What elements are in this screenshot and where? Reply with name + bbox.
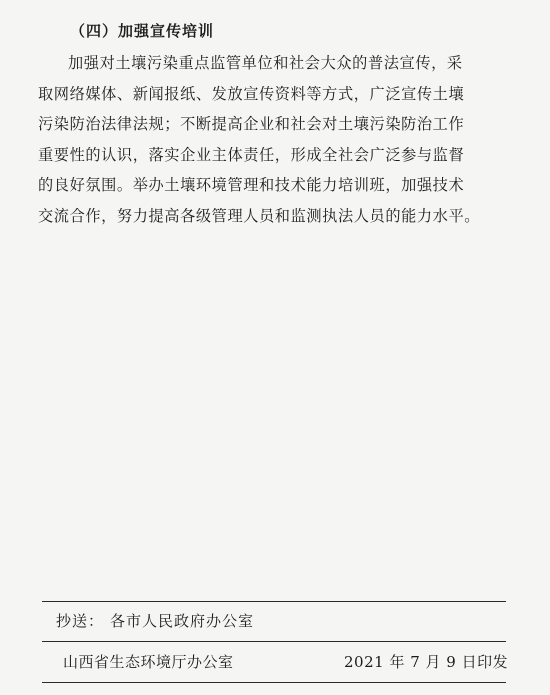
issuing-office: 山西省生态环境厅办公室	[63, 653, 234, 671]
paragraph-line: 交流合作，努力提高各级管理人员和监测执法人员的能力水平。	[38, 206, 481, 225]
paragraph-line: 污染防治法律法规；不断提高企业和社会对土壤污染防治工作	[38, 115, 465, 133]
footer-bottom-rule	[42, 682, 506, 683]
footer-top-rule	[42, 601, 506, 602]
cc-recipients: 各市人民政府办公室	[110, 612, 255, 630]
paragraph-line: 的良好氛围。举办土壤环境管理和技术能力培训班，加强技术	[38, 176, 465, 194]
paragraph-line: 取网络媒体、新闻报纸、发放宣传资料等方式，广泛宣传土壤	[38, 84, 465, 103]
section-heading: （四）加强宣传培训	[70, 22, 215, 40]
issue-date: 2021 年 7 月 9 日印发	[344, 653, 509, 671]
paragraph-line: 加强对土壤污染重点监管单位和社会大众的普法宣传，采	[68, 54, 463, 72]
paragraph-line: 重要性的认识，落实企业主体责任，形成全社会广泛参与监督	[38, 145, 465, 164]
cc-row	[56, 610, 254, 631]
cc-label: 抄送：	[56, 612, 105, 630]
footer-middle-rule	[42, 641, 506, 642]
body-paragraph	[38, 48, 514, 231]
